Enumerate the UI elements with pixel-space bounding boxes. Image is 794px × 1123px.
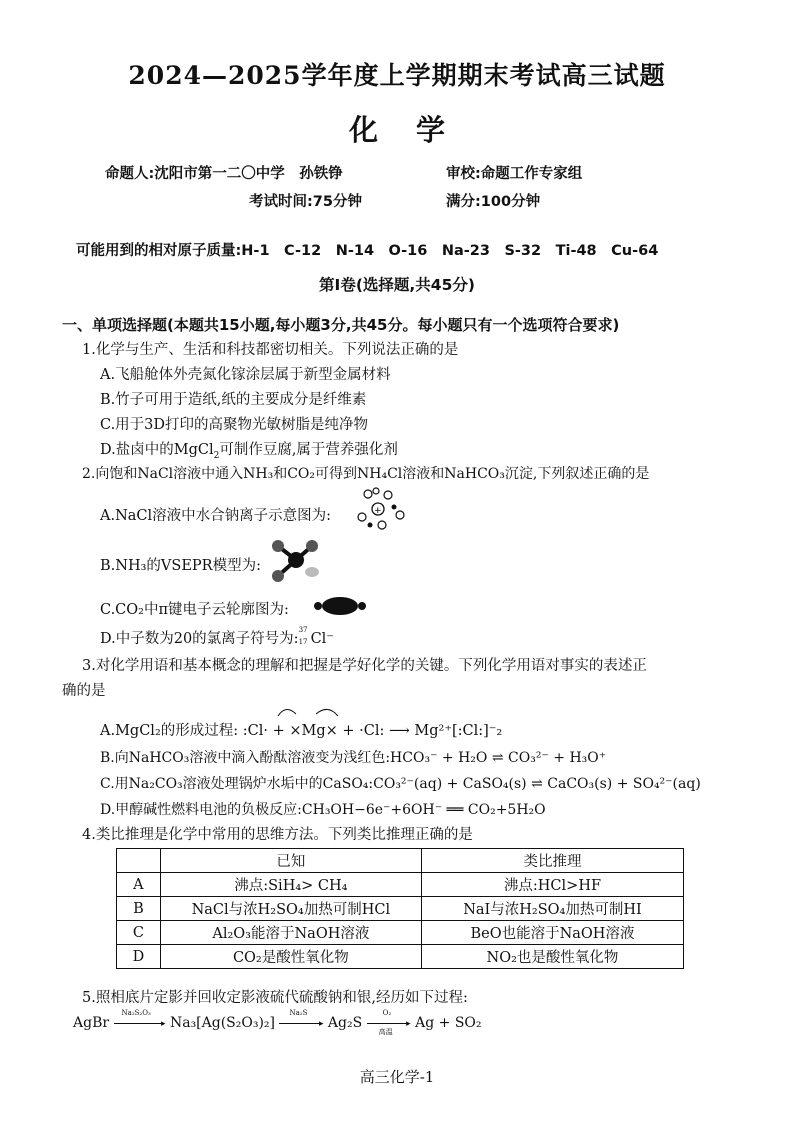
table-cell: 沸点:HCl>HF (421, 873, 683, 897)
part-heading: 第Ⅰ卷(选择题,共45分) (319, 276, 475, 294)
arrow-step-1: Na₂S₂O₃ ▸ (114, 1017, 166, 1029)
pi-bond-cloud-figure (312, 594, 368, 618)
q5-reaction-scheme (73, 1009, 482, 1036)
page-footer: 高三化学-1 (359, 1068, 435, 1086)
q4-stem: 4.类比推理是化学中常用的思维方法。下列类比推理正确的是 (82, 827, 473, 843)
electron-transfer-arrows (258, 704, 358, 718)
q2-option-d: D.中子数为20的氯离子符号为: 37 17 Cl⁻ (100, 626, 334, 647)
arrow-step-2: Na₂S ▸ (279, 1017, 323, 1029)
table-cell: NaCl与浓H₂SO₄加热可制HCl (160, 897, 421, 921)
table-cell: A (117, 873, 161, 897)
q3-stem-line1: 3.对化学用语和基本概念的理解和把握是学好化学的关键。下列化学用语对事实的表述正 (82, 658, 647, 674)
q1-option-c: C.用于3D打印的高聚物光敏树脂是纯净物 (100, 417, 369, 433)
q3-option-b: B.向NaHCO₃溶液中滴入酚酞溶液变为浅红色:HCO₃⁻ + H₂O ⇌ CO₃²⁻ + H₃O⁺ (100, 750, 607, 766)
table-header-row (117, 849, 684, 873)
table-row (117, 921, 684, 945)
q5-stem: 5.照相底片定影并回收定影液硫代硫酸钠和银,经历如下过程: (82, 990, 468, 1006)
table-cell: D (117, 945, 161, 969)
q2-stem: 2.向饱和NaCl溶液中通入NH₃和CO₂可得到NH₄Cl溶液和NaHCO₃沉淀,下列叙述正确的是 (82, 466, 650, 482)
table-cell: NO₂也是酸性氧化物 (421, 945, 683, 969)
table-cell: NaI与浓H₂SO₄加热可制HI (421, 897, 683, 921)
q2-option-b: B.NH₃的VSEPR模型为: (100, 558, 261, 574)
vsepr-model-figure (268, 538, 324, 584)
analogy-table (116, 848, 684, 969)
table-row (117, 897, 684, 921)
species-complex: Na₃[Ag(S₂O₃)₂] (169, 1015, 276, 1031)
arrow-step-3: O₂ ▸ 高温 (367, 1017, 411, 1029)
exam-time: 考试时间:75分钟 (249, 194, 362, 210)
species-ag2s: Ag₂S (327, 1015, 363, 1031)
table-header-cell (117, 849, 161, 873)
table-cell: C (117, 921, 161, 945)
hydrated-sodium-ion-figure (356, 487, 412, 531)
species-products: Ag + SO₂ (415, 1015, 482, 1031)
q3-option-d: D.甲醇碱性燃料电池的负极反应:CH₃OH−6e⁻+6OH⁻ ══ CO₂+5H₂O (100, 802, 546, 818)
table-cell: Al₂O₃能溶于NaOH溶液 (160, 921, 421, 945)
atomic-masses: 可能用到的相对原子质量:H-1 C-12 N-14 O-16 Na-23 S-32 Ti-48 Cu-64 (76, 243, 659, 259)
species-agbr: AgBr (73, 1015, 110, 1031)
table-header-cell: 类比推理 (421, 849, 683, 873)
svg-text:+: + (374, 506, 382, 516)
author-line: 命题人:沈阳市第一二〇中学 孙铁铮 (105, 166, 343, 182)
table-row (117, 945, 684, 969)
exam-score: 满分:100分钟 (446, 194, 541, 210)
q1-option-d: D.盐卤中的MgCl$_2$可制作豆腐,属于营养强化剂 (100, 442, 398, 461)
table-cell: BeO也能溶于NaOH溶液 (421, 921, 683, 945)
exam-title: 2024—2025学年度上学期期末考试高三试题 (128, 61, 666, 90)
q3-option-c: C.用Na₂CO₃溶液处理锅炉水垢中的CaSO₄:CO₃²⁻(aq) + CaSO₄(s) ⇌ CaCO₃(s) + SO₄²⁻(aq) (100, 776, 701, 792)
table-cell: CO₂是酸性氧化物 (160, 945, 421, 969)
table-cell: 沸点:SiH₄> CH₄ (160, 873, 421, 897)
q3-option-a: A.MgCl₂的形成过程: :Cl· + ×Mg× + ·Cl: ⟶ Mg²⁺[:Cl:]⁻₂ (100, 723, 503, 739)
q1-option-a: A.飞船舱体外壳氮化镓涂层属于新型金属材料 (100, 367, 391, 383)
q1-option-b: B.竹子可用于造纸,纸的主要成分是纤维素 (100, 392, 367, 408)
subject-title: 化学 (348, 113, 483, 147)
table-row (117, 873, 684, 897)
section-heading: 一、单项选择题(本题共15小题,每小题3分,共45分。每小题只有一个选项符合要求) (62, 316, 620, 334)
table-header-cell: 已知 (160, 849, 421, 873)
table-cell: B (117, 897, 161, 921)
q1-stem: 1.化学与生产、生活和科技都密切相关。下列说法正确的是 (82, 342, 459, 358)
q2-option-c: C.CO₂中π键电子云轮廓图为: (100, 602, 289, 618)
reviewer-line: 审校:命题工作专家组 (446, 166, 583, 182)
q3-stem-line2: 确的是 (62, 683, 106, 699)
q2-option-a: A.NaCl溶液中水合钠离子示意图为: (100, 508, 332, 524)
